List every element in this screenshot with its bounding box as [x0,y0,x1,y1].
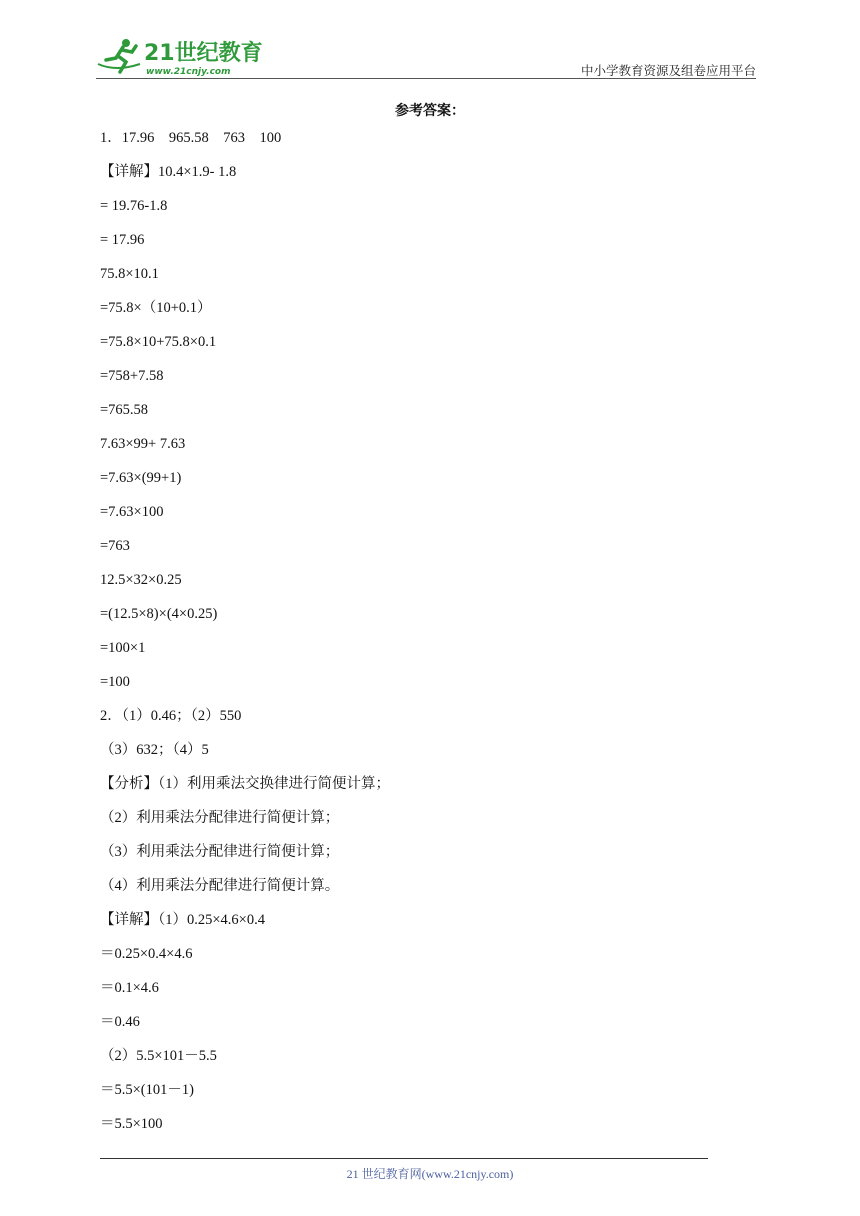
answer-line: 2．（1）0.46；（2）550 [100,708,242,724]
answer-line: （2）5.5×101－5.5 [100,1048,217,1064]
answer-line: ＝0.25×0.4×4.6 [100,946,193,962]
page-title: 参考答案： [395,103,465,119]
answer-line: =100 [100,674,130,690]
footer-divider [100,1158,708,1159]
platform-name: 中小学教育资源及组卷应用平台 [580,63,756,78]
answer-line: ＝0.46 [100,1014,140,1030]
answer-line: （2）利用乘法分配律进行简便计算； [100,810,340,826]
answer-line: =763 [100,538,130,554]
answer-line: =765.58 [100,402,149,418]
answer-line: = 17.96 [100,232,145,248]
answer-line: 【分析】（1）利用乘法交换律进行简便计算； [100,776,390,792]
logo-url: www.21cnjy.com [146,67,231,77]
answer-line: = 19.76-1.8 [100,198,168,214]
runner-icon [98,39,140,72]
answer-line: ＝5.5×(101－1) [100,1082,194,1098]
answer-line: 75.8×10.1 [100,266,159,282]
answer-line: =100×1 [100,640,146,656]
answer-line: =(12.5×8)×(4×0.25) [100,606,218,622]
answer-line: ＝5.5×100 [100,1116,163,1132]
answer-line: 1．17.96 965.58 763 100 [100,130,282,146]
answer-line: （4）利用乘法分配律进行简便计算。 [100,878,340,894]
answer-line: =75.8×（10+0.1） [100,300,212,316]
page-header [96,34,756,80]
answer-line: 【详解】（1）0.25×4.6×0.4 [100,912,265,928]
answer-line: =7.63×100 [100,504,164,520]
answer-line: 7.63×99+ 7.63 [100,436,186,452]
header-divider [96,78,756,79]
answer-line: （3）利用乘法分配律进行简便计算； [100,844,340,860]
answer-body [100,127,720,1147]
answer-line: =758+7.58 [100,368,164,384]
logo-21cnjy [96,34,266,78]
page-footer: 21 世纪教育网(www.21cnjy.com) [346,1167,514,1181]
answer-line: =75.8×10+75.8×0.1 [100,334,217,350]
answer-line: =7.63×(99+1) [100,470,182,486]
logo-text: 21世纪教育 [144,41,263,66]
answer-line: （3）632；（4）5 [100,742,209,758]
answer-line: ＝0.1×4.6 [100,980,159,996]
answer-line: 【详解】10.4×1.9- 1.8 [100,164,237,180]
answer-line: 12.5×32×0.25 [100,572,182,588]
